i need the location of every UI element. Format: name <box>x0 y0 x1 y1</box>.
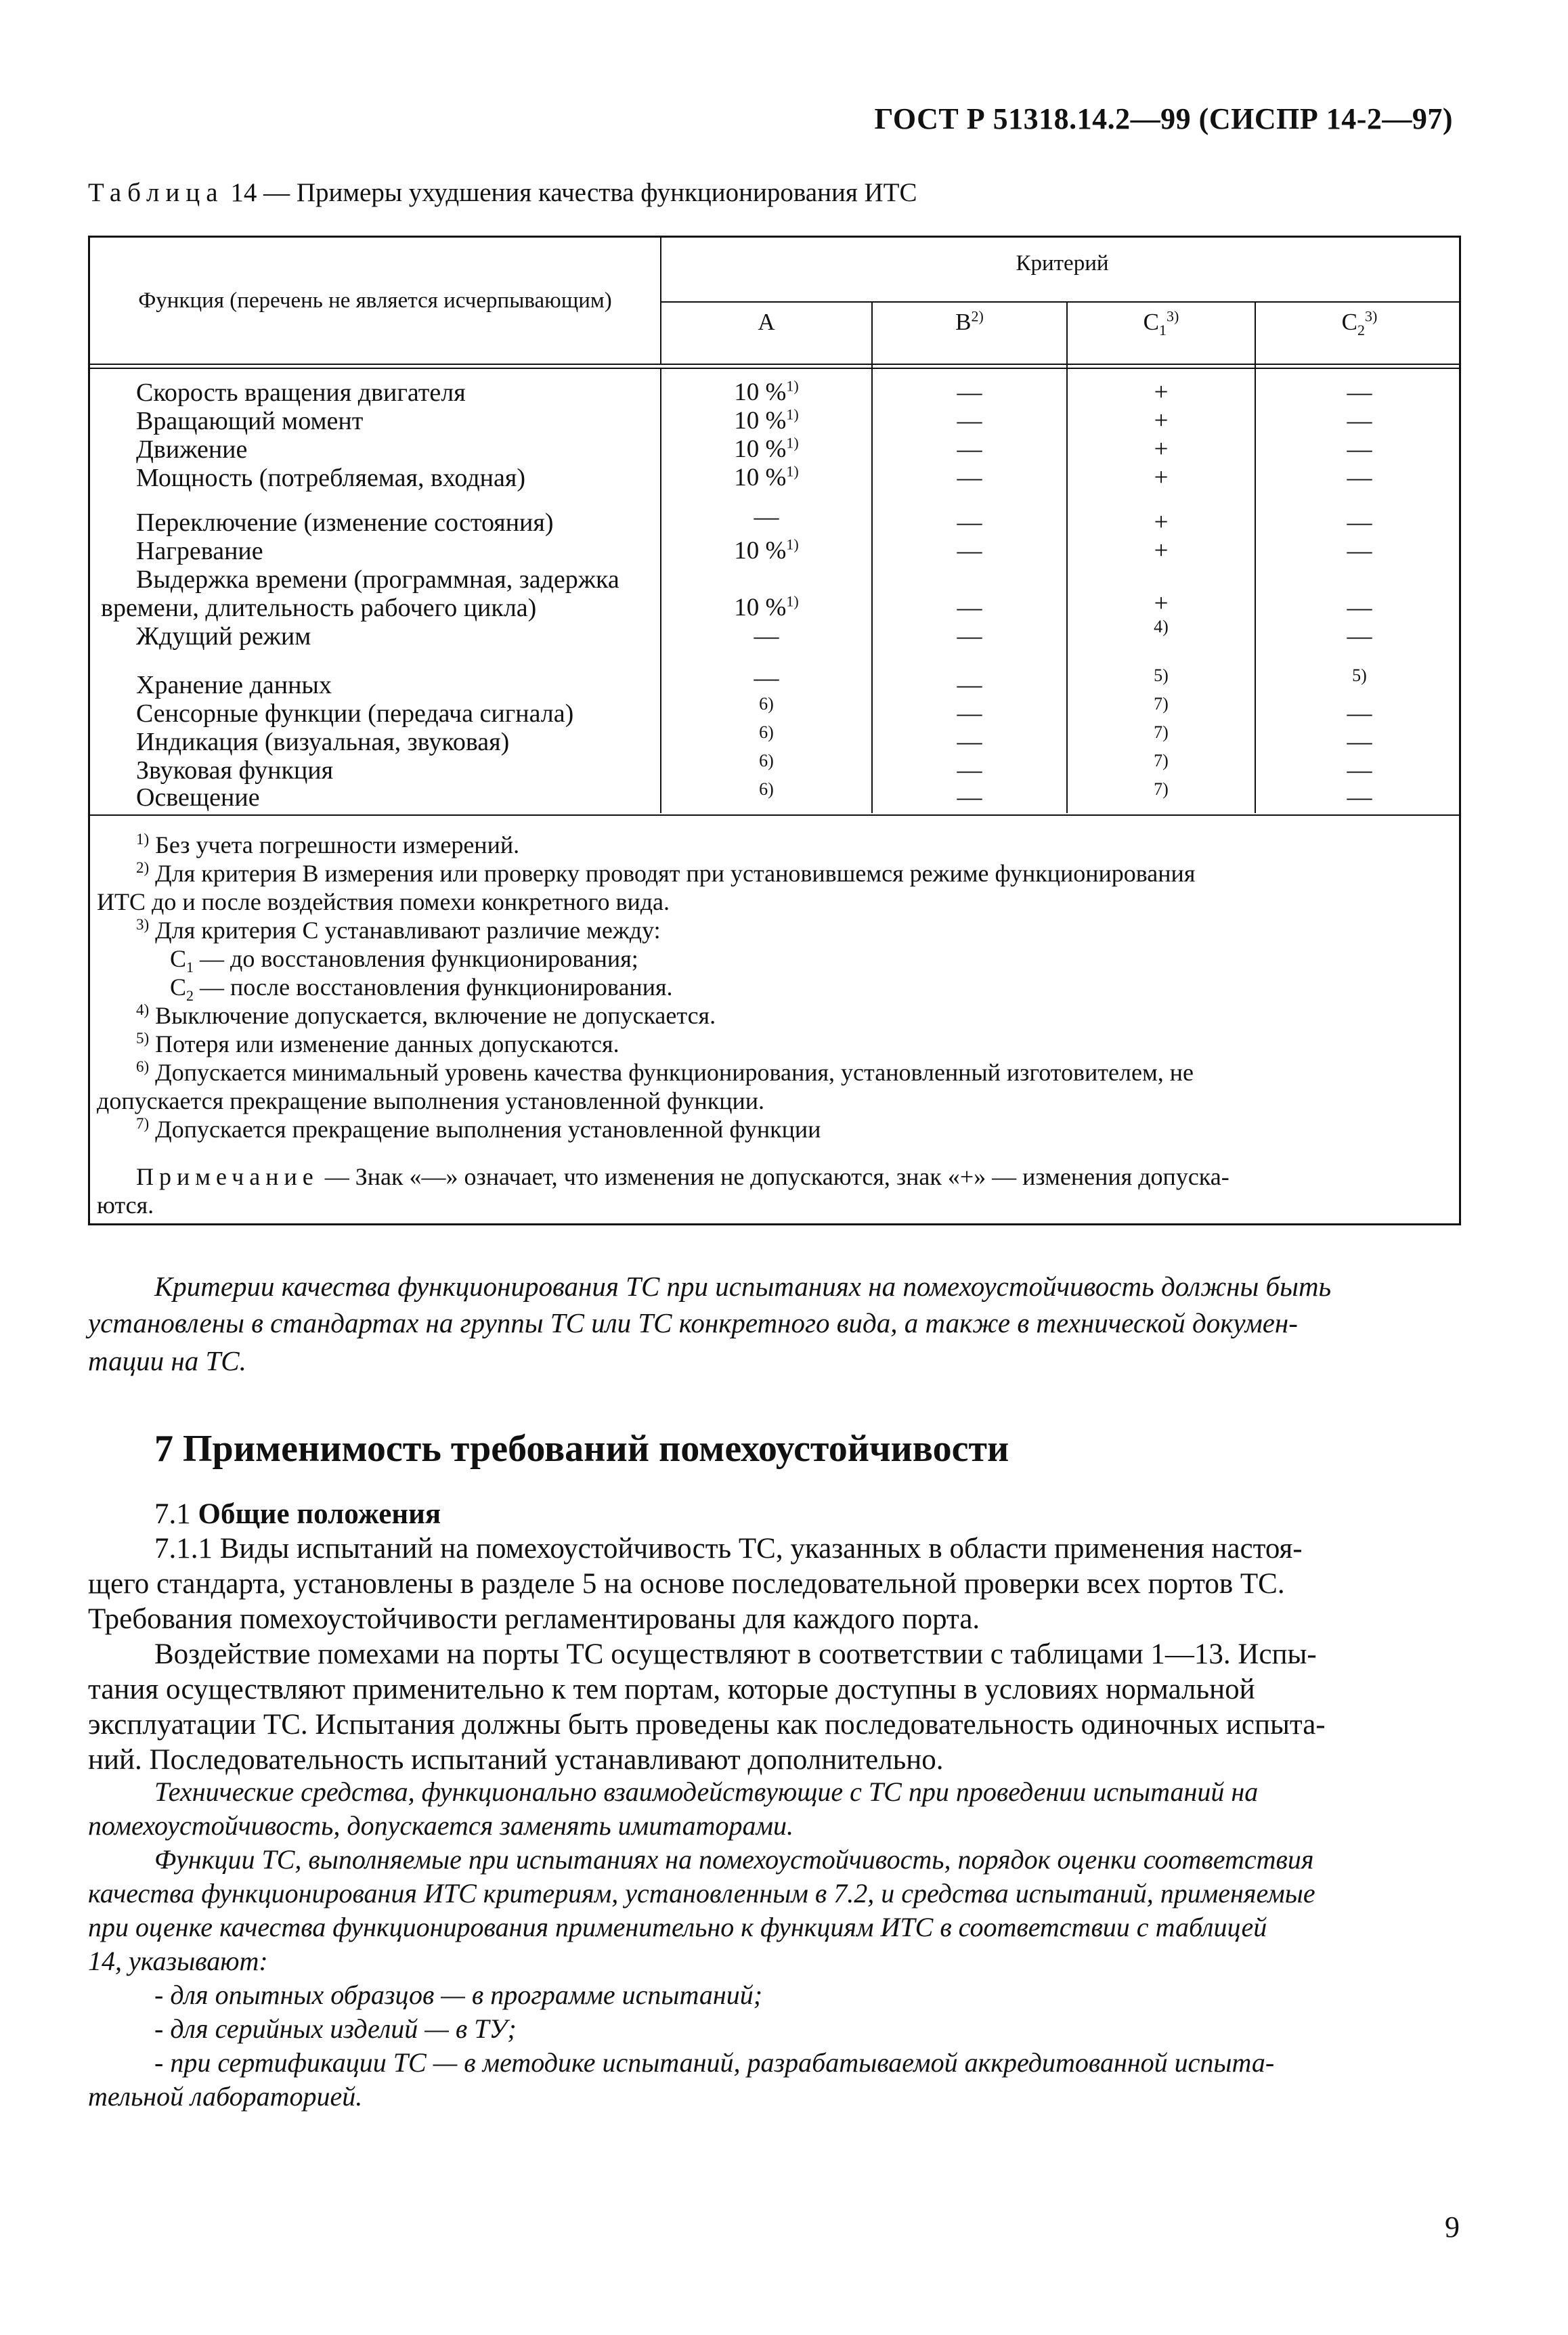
table-row-label: Индикация (визуальная, звуковая) <box>136 728 510 756</box>
header-criterion-a: A <box>758 309 775 335</box>
table-cell: — <box>957 508 982 536</box>
table-cell: 10 %$^{1)}$ <box>734 592 799 621</box>
table-cell: — <box>1347 622 1372 650</box>
header-criterion: Критерий <box>1016 251 1109 276</box>
table-note: ются. <box>97 1192 154 1219</box>
table-divider <box>90 814 1459 816</box>
table-row-label: Движение <box>136 435 248 464</box>
table-cell: 10 %$^{1)}$ <box>734 434 799 463</box>
table-row-label: Переключение (изменение состояния) <box>136 508 554 537</box>
header-criterion-b: $B^{2)}$ <box>955 307 984 335</box>
table-cell: — <box>957 671 982 699</box>
table-row-label: Нагревание <box>136 537 263 565</box>
table-cell: — <box>1347 699 1372 727</box>
table-cell: 6) <box>759 694 774 714</box>
criteria-paragraph: установлены в стандартах на группы ТС или ТС конкретного вида, а также в технической докумен- тации на ТС. <box>88 1307 1298 1376</box>
criteria-paragraph: Критерии качества функционирования ТС при испытаниях на помехоустойчивость должны быть <box>154 1271 1332 1302</box>
table-cell: — <box>754 664 779 692</box>
table-cell: — <box>1347 783 1372 811</box>
footnote: $C_2$ — после восстановления функционирования. <box>170 974 673 1005</box>
table-cell: — <box>754 503 779 531</box>
body-paragraph: 7.1.1 Виды испытаний на помехоустойчивость ТС, указанных в области применения настоя- щего стандарта, установлены в разделе 5 на основе последовательной проверки всех портов ТС. Требования помехоустойчивости регламентированы для каждого порта. <box>88 1533 1303 1635</box>
list <box>88 1978 1461 2114</box>
table-cell: + <box>1154 407 1169 435</box>
table-cell: — <box>1347 407 1372 435</box>
table-cell: 7) <box>1154 779 1169 799</box>
table-cell: 10 %$^{1)}$ <box>734 462 799 492</box>
table-cell: 5) <box>1352 665 1367 685</box>
table-caption-text: 14 — Примеры ухудшения качества функционирования ИТС <box>230 178 917 207</box>
table-note: Примечание — Знак «—» означает, что изменения не допускаются, знак «+» — изменения допуска- <box>136 1163 1229 1190</box>
table-cell: 6) <box>759 779 774 799</box>
footnote: $^{5)}$ Потеря или изменение данных допускаются. <box>136 1030 619 1057</box>
header-criterion-c1: $C_1^{3)}$ <box>1143 307 1179 339</box>
table-cell: — <box>1347 537 1372 565</box>
table-caption <box>88 177 917 208</box>
table-cell: + <box>1154 378 1169 406</box>
table-cell: 6) <box>759 751 774 770</box>
table-cell: 10 %$^{1)}$ <box>734 536 799 565</box>
table-cell: + <box>1154 508 1169 536</box>
table-row-label: времени, длительность рабочего цикла) <box>101 594 537 622</box>
table-cell: — <box>957 756 982 784</box>
table-cell: 10 %$^{1)}$ <box>734 377 799 406</box>
table-row-label: Звуковая функция <box>136 756 334 785</box>
standard-header: ГОСТ Р 51318.14.2—99 (СИСПР 14-2—97) <box>874 102 1453 135</box>
table-cell: 5) <box>1154 665 1169 685</box>
footnote: $^{1)}$ Без учета погрешности измерений. <box>136 831 520 858</box>
section-title: 7 Применимость требований помехоустойчивости <box>154 1428 1009 1470</box>
table-cell: + <box>1154 537 1169 565</box>
list-item: - при сертификации ТС — в методике испытаний, разрабатываемой аккредитованной испыта- <box>154 2047 1275 2078</box>
table-cell: 7) <box>1154 751 1169 770</box>
footnote: $^{7)}$ Допускается прекращение выполнения установленной функции <box>136 1115 821 1143</box>
table-cell: + <box>1154 464 1169 492</box>
table-caption-prefix: Таблица <box>88 178 224 207</box>
list-item: - для опытных образцов — в программе испытаний; <box>154 1980 763 2010</box>
table-cell-note: 4) <box>1154 617 1169 636</box>
page-number: 9 <box>1445 2210 1460 2244</box>
table-cell: — <box>1347 464 1372 492</box>
table-cell: — <box>957 407 982 435</box>
table-cell: — <box>957 699 982 727</box>
table-cell: — <box>1347 508 1372 536</box>
table-cell: 7) <box>1154 722 1169 742</box>
table-cell: — <box>957 783 982 811</box>
table-divider <box>660 301 1459 303</box>
footnote: $^{6)}$ Допускается минимальный уровень качества функционирования, установленный изготовителем, не <box>136 1058 1194 1086</box>
body-paragraph-italic: Технические средства, функционально взаимодействующие с ТС при проведении испытаний на помехоустойчивость, допускается заменять имитаторами. <box>88 1776 1259 1841</box>
footnote: $C_1$ — до восстановления функционирования; <box>170 945 638 976</box>
table-cell: — <box>1347 435 1372 463</box>
table-cell: — <box>957 728 982 756</box>
table-row-label: Мощность (потребляемая, входная) <box>136 464 526 492</box>
body-paragraph-italic: Функции ТС, выполняемые при испытаниях на помехоустойчивость, порядок оценки соответствия качества функционирования ИТС критериям, установленным в 7.2, и средства испытаний, применяемые при оценке качества функционирования применительно к функциям ИТС в соответствии с таблицей 14, указывают: <box>88 1844 1315 1976</box>
table-cell: 7) <box>1154 694 1169 714</box>
table-cell: — <box>957 435 982 463</box>
table-cell: 10 %$^{1)}$ <box>734 406 799 435</box>
table-cell: — <box>957 594 982 621</box>
table-cell: — <box>754 622 779 650</box>
body-paragraph: Воздействие помехами на порты ТС осуществляют в соответствии с таблицами 1—13. Испы- тания осуществляют применительно к тем портам, которые доступны в условиях нормальной эксплуатации ТС. Испытания должны быть проведены как последовательность одиночных испыта- ний. Последовательность испытаний устанавливают дополнительно. <box>88 1638 1326 1776</box>
table-cell: — <box>957 537 982 565</box>
header-criterion-c2: $C_2^{3)}$ <box>1341 307 1378 339</box>
table-cell: 6) <box>759 722 774 742</box>
footnote: $^{4)}$ Выключение допускается, включение не допускается. <box>136 1001 716 1029</box>
list-item: тельной лабораторией. <box>88 2081 363 2112</box>
table-divider <box>90 364 1459 365</box>
table-row-label: Хранение данных <box>136 671 332 699</box>
table-row-label: Вращающий момент <box>136 407 364 435</box>
table-row-label: Ждущий режим <box>136 622 311 651</box>
table-cell: + <box>1154 590 1169 617</box>
table-cell: — <box>1347 728 1372 756</box>
list-item: - для серийных изделий — в ТУ; <box>154 2013 517 2044</box>
table-row-label: Сенсорные функции (передача сигнала) <box>136 699 574 728</box>
table-divider <box>90 368 1459 369</box>
table-row-label: Скорость вращения двигателя <box>136 378 466 407</box>
table-cell: — <box>1347 594 1372 621</box>
table-cell: — <box>957 378 982 406</box>
header-function: Функция (перечень не является исчерпывающим) <box>138 288 612 313</box>
table-cell: — <box>957 464 982 492</box>
footnote: $^{3)}$ Для критерия C устанавливают различие между: <box>136 916 661 944</box>
footnote: допускается прекращение выполнения установленной функции. <box>97 1087 765 1114</box>
footnote: ИТС до и после воздействия помехи конкретного вида. <box>97 888 670 915</box>
table-cell: — <box>1347 756 1372 784</box>
subsection-title: 7.1 Общие положения <box>154 1498 441 1530</box>
table-row-label: Выдержка времени (программная, задержка <box>136 565 619 594</box>
table-cell: + <box>1154 435 1169 463</box>
table-row-label: Освещение <box>136 783 260 812</box>
table-cell: — <box>1347 378 1372 406</box>
footnote: $^{2)}$ Для критерия B измерения или проверку проводят при установившемся режиме функционирования <box>136 859 1196 887</box>
criteria-table <box>88 236 1461 1225</box>
table-cell: — <box>957 622 982 650</box>
